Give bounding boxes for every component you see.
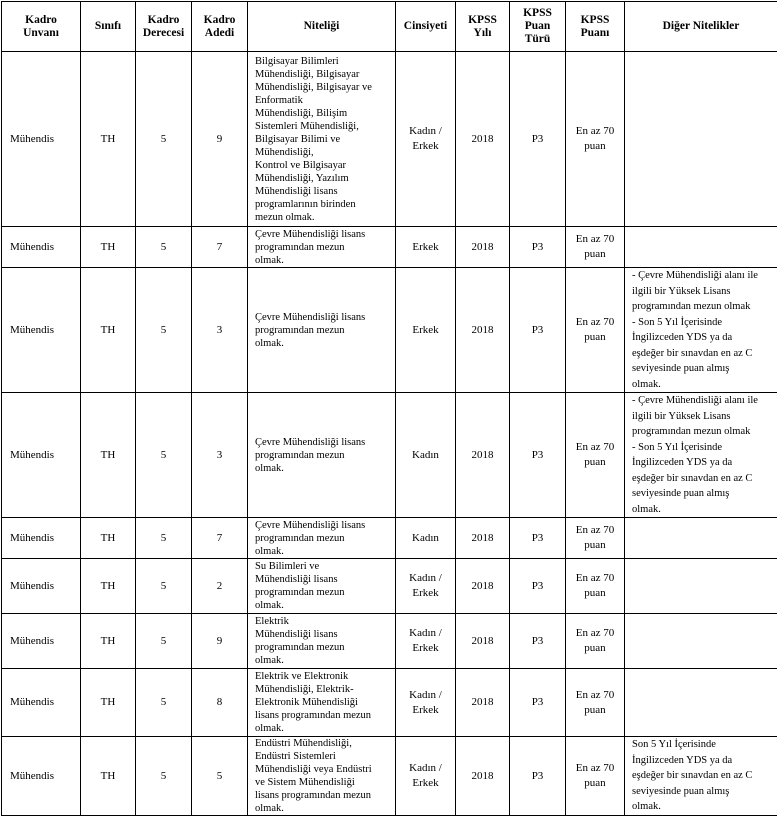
cell-kpss-puani: En az 70 puan	[566, 268, 625, 393]
cell-diger-nitelikler	[625, 669, 777, 737]
header-diger-nitelikler: Diğer Nitelikler	[625, 2, 777, 52]
cell-niteligi: Çevre Mühendisliği lisans programından mezun olmak.	[248, 518, 396, 559]
header-cinsiyeti: Cinsiyeti	[396, 2, 456, 52]
header-niteligi: Niteliği	[248, 2, 396, 52]
table-row	[2, 559, 777, 614]
cell-cinsiyeti: Kadın	[396, 518, 456, 559]
header-row	[2, 2, 777, 52]
cell-diger-nitelikler: - Çevre Mühendisliği alanı ile ilgili bir Yüksek Lisans programından mezun olmak - Son 5 Yıl İçerisinde İngilizceden YDS ya da eşdeğer bir sınavdan en az C seviyesinde puan almış olmak.	[625, 268, 777, 393]
header-kadro-adedi: Kadro Adedi	[192, 2, 248, 52]
cell-kpss-puan-turu: P3	[510, 614, 566, 669]
cell-kadro-adedi: 9	[192, 52, 248, 227]
cell-kadro-unvani: Mühendis	[2, 52, 81, 227]
cell-kadro-unvani: Mühendis	[2, 227, 81, 268]
cell-niteligi: Su Bilimleri ve Mühendisliği lisans programından mezun olmak.	[248, 559, 396, 614]
cell-niteligi: Elektrik ve Elektronik Mühendisliği, Elektrik- Elektronik Mühendisliği lisans programından mezun olmak.	[248, 669, 396, 737]
cell-niteligi: Elektrik Mühendisliği lisans programından mezun olmak.	[248, 614, 396, 669]
table-row	[2, 518, 777, 559]
cell-kpss-yili: 2018	[456, 52, 510, 227]
cell-kpss-yili: 2018	[456, 268, 510, 393]
header-kpss-yili: KPSS Yılı	[456, 2, 510, 52]
cell-cinsiyeti: Kadın / Erkek	[396, 669, 456, 737]
cell-kpss-puani: En az 70 puan	[566, 559, 625, 614]
table-row	[2, 268, 777, 393]
cell-kadro-unvani: Mühendis	[2, 393, 81, 518]
cell-diger-nitelikler	[625, 614, 777, 669]
cell-sinifi: TH	[81, 52, 136, 227]
table-row	[2, 52, 777, 227]
table-row	[2, 393, 777, 518]
cell-niteligi: Çevre Mühendisliği lisans programından mezun olmak.	[248, 393, 396, 518]
table-row	[2, 614, 777, 669]
cell-kadro-adedi: 7	[192, 227, 248, 268]
cell-sinifi: TH	[81, 227, 136, 268]
cell-sinifi: TH	[81, 393, 136, 518]
cell-sinifi: TH	[81, 268, 136, 393]
cell-kadro-derecesi: 5	[136, 518, 192, 559]
table-row	[2, 227, 777, 268]
header-kadro-derecesi: Kadro Derecesi	[136, 2, 192, 52]
cell-kadro-adedi: 3	[192, 393, 248, 518]
cell-kadro-derecesi: 5	[136, 559, 192, 614]
cell-kadro-derecesi: 5	[136, 393, 192, 518]
cell-kpss-yili: 2018	[456, 559, 510, 614]
cell-kadro-unvani: Mühendis	[2, 559, 81, 614]
cell-kadro-derecesi: 5	[136, 227, 192, 268]
cell-cinsiyeti: Kadın / Erkek	[396, 614, 456, 669]
cell-kadro-adedi: 5	[192, 737, 248, 816]
kadro-table	[1, 1, 777, 816]
cell-kadro-derecesi: 5	[136, 268, 192, 393]
cell-kpss-puani: En az 70 puan	[566, 393, 625, 518]
table-row	[2, 669, 777, 737]
cell-cinsiyeti: Kadın / Erkek	[396, 52, 456, 227]
cell-kpss-puan-turu: P3	[510, 52, 566, 227]
cell-sinifi: TH	[81, 669, 136, 737]
cell-cinsiyeti: Kadın	[396, 393, 456, 518]
cell-kpss-puan-turu: P3	[510, 268, 566, 393]
cell-kpss-puan-turu: P3	[510, 559, 566, 614]
cell-kpss-puan-turu: P3	[510, 393, 566, 518]
cell-cinsiyeti: Erkek	[396, 227, 456, 268]
cell-kadro-adedi: 8	[192, 669, 248, 737]
cell-kadro-unvani: Mühendis	[2, 268, 81, 393]
cell-kadro-derecesi: 5	[136, 614, 192, 669]
cell-diger-nitelikler: - Çevre Mühendisliği alanı ile ilgili bir Yüksek Lisans programından mezun olmak - Son 5 Yıl İçerisinde İngilizceden YDS ya da eşdeğer bir sınavdan en az C seviyesinde puan almış olmak.	[625, 393, 777, 518]
cell-kpss-puani: En az 70 puan	[566, 614, 625, 669]
cell-cinsiyeti: Erkek	[396, 268, 456, 393]
cell-diger-nitelikler	[625, 227, 777, 268]
cell-kadro-unvani: Mühendis	[2, 518, 81, 559]
cell-kadro-adedi: 2	[192, 559, 248, 614]
cell-kpss-puan-turu: P3	[510, 737, 566, 816]
cell-kpss-puani: En az 70 puan	[566, 227, 625, 268]
cell-kadro-adedi: 3	[192, 268, 248, 393]
header-kadro-unvani: Kadro Unvanı	[2, 2, 81, 52]
header-sinifi: Sınıfı	[81, 2, 136, 52]
cell-kpss-puan-turu: P3	[510, 227, 566, 268]
cell-kpss-puani: En az 70 puan	[566, 518, 625, 559]
cell-niteligi: Bilgisayar Bilimleri Mühendisliği, Bilgisayar Mühendisliği, Bilgisayar ve Enformatik Mühendisliği, Bilişim Sistemleri Mühendisliği, Bilgisayar Bilimi ve Mühendisliği, Kontrol ve Bilgisayar Mühendisliği, Yazılım Mühendisliği lisans programlarının birinden mezun olmak.	[248, 52, 396, 227]
cell-kpss-yili: 2018	[456, 518, 510, 559]
cell-diger-nitelikler	[625, 518, 777, 559]
cell-kadro-derecesi: 5	[136, 737, 192, 816]
cell-niteligi: Çevre Mühendisliği lisans programından mezun olmak.	[248, 268, 396, 393]
cell-kadro-adedi: 7	[192, 518, 248, 559]
cell-sinifi: TH	[81, 614, 136, 669]
header-kpss-puan-turu: KPSS Puan Türü	[510, 2, 566, 52]
cell-sinifi: TH	[81, 518, 136, 559]
cell-kpss-puani: En az 70 puan	[566, 669, 625, 737]
cell-diger-nitelikler: Son 5 Yıl İçerisinde İngilizceden YDS ya da eşdeğer bir sınavdan en az C seviyesinde puan almış olmak.	[625, 737, 777, 816]
cell-kpss-yili: 2018	[456, 737, 510, 816]
cell-sinifi: TH	[81, 737, 136, 816]
cell-kpss-puan-turu: P3	[510, 669, 566, 737]
table-row	[2, 737, 777, 816]
cell-kadro-derecesi: 5	[136, 52, 192, 227]
cell-kadro-unvani: Mühendis	[2, 614, 81, 669]
cell-cinsiyeti: Kadın / Erkek	[396, 737, 456, 816]
header-kpss-puani: KPSS Puanı	[566, 2, 625, 52]
cell-niteligi: Endüstri Mühendisliği, Endüstri Sistemleri Mühendisliği veya Endüstri ve Sistem Mühendisliği lisans programından mezun olmak.	[248, 737, 396, 816]
cell-kpss-yili: 2018	[456, 227, 510, 268]
cell-kpss-yili: 2018	[456, 614, 510, 669]
cell-kpss-yili: 2018	[456, 393, 510, 518]
cell-cinsiyeti: Kadın / Erkek	[396, 559, 456, 614]
cell-kadro-adedi: 9	[192, 614, 248, 669]
cell-kadro-unvani: Mühendis	[2, 737, 81, 816]
cell-diger-nitelikler	[625, 52, 777, 227]
cell-kpss-yili: 2018	[456, 669, 510, 737]
cell-kpss-puani: En az 70 puan	[566, 737, 625, 816]
cell-kpss-puani: En az 70 puan	[566, 52, 625, 227]
cell-sinifi: TH	[81, 559, 136, 614]
cell-kpss-puan-turu: P3	[510, 518, 566, 559]
cell-niteligi: Çevre Mühendisliği lisans programından mezun olmak.	[248, 227, 396, 268]
cell-kadro-unvani: Mühendis	[2, 669, 81, 737]
cell-diger-nitelikler	[625, 559, 777, 614]
cell-kadro-derecesi: 5	[136, 669, 192, 737]
